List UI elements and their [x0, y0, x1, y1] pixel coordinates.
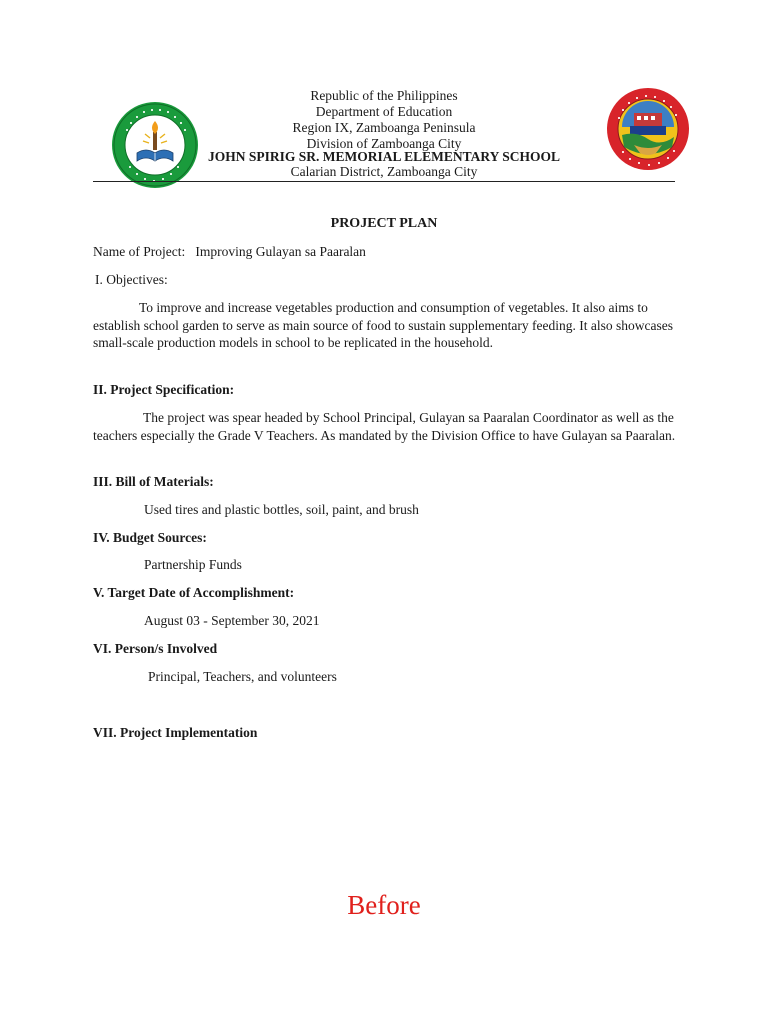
objectives-heading: I. Objectives:	[95, 272, 168, 287]
before-label: Before	[347, 890, 421, 920]
header-school-name: JOHN SPIRIG SR. MEMORIAL ELEMENTARY SCHOOL	[207, 149, 561, 164]
objectives-body: To improve and increase vegetables production and consumption of vegetables. It also aims to establish school garden to serve as main source of food to sustain supplementary feeding. It also showcases small-scale production models in school to be replicated in the household.	[93, 300, 673, 350]
project-name-row	[93, 243, 366, 261]
project-name-label: Name of Project:	[93, 244, 186, 259]
header-republic: Republic of the Philippines	[310, 88, 458, 103]
project-name-value: Improving Gulayan sa Paaralan	[195, 244, 366, 259]
persons-body: Principal, Teachers, and volunteers	[148, 669, 337, 684]
materials-heading: III. Bill of Materials:	[93, 474, 214, 489]
header-department: Department of Education	[315, 104, 453, 119]
header-region: Region IX, Zamboanga Peninsula	[292, 120, 476, 135]
document-title: PROJECT PLAN	[330, 216, 438, 231]
header-division: Division of Zamboanga City	[306, 136, 462, 151]
specification-heading: II. Project Specification:	[93, 382, 235, 397]
header-divider	[93, 181, 675, 182]
persons-heading: VI. Person/s Involved	[93, 641, 218, 656]
materials-body: Used tires and plastic bottles, soil, paint, and brush	[144, 502, 419, 517]
budget-heading: IV. Budget Sources:	[93, 530, 207, 545]
header-district: Calarian District, Zamboanga City	[290, 164, 478, 179]
implementation-heading: VII. Project Implementation	[93, 725, 258, 740]
target-date-body: August 03 - September 30, 2021	[144, 613, 320, 628]
specification-body: The project was spear headed by School Principal, Gulayan sa Paaralan Coordinator as well as the teachers especially the Grade V Teachers. As mandated by the Division Office to have Gulayan sa Paaralan.	[93, 410, 676, 443]
budget-body: Partnership Funds	[144, 557, 242, 572]
target-date-heading: V. Target Date of Accomplishment:	[93, 585, 295, 600]
